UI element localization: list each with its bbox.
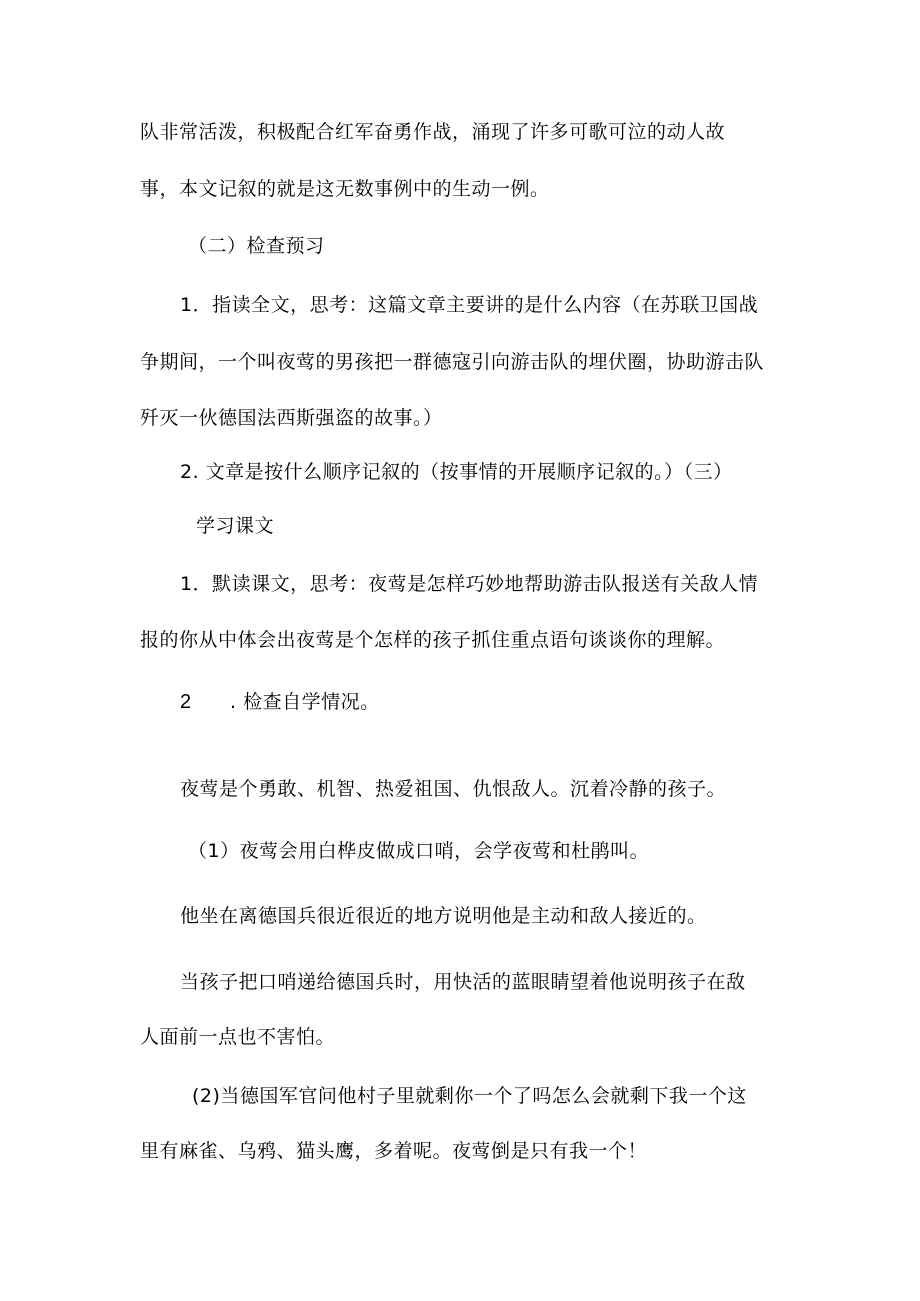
paragraph-line: 1．默读课文，思考：夜莺是怎样巧妙地帮助游击队报送有关敌人情 [180, 573, 759, 595]
paragraph-line: 他坐在离德国兵很近很近的地方说明他是主动和敌人接近的。 [180, 905, 707, 927]
paragraph-line: 报的你从中体会出夜莺是个怎样的孩子抓住重点语句谈谈你的理解。 [140, 629, 726, 651]
paragraph-line: 歼灭一伙德国法西斯强盗的故事。） [140, 407, 443, 429]
paragraph-line: 夜莺是个勇敢、机智、热爱祖国、仇恨敌人。沉着冷静的孩子。 [180, 778, 727, 800]
paragraph-line: 争期间，一个叫夜莺的男孩把一群德寇引向游击队的埋伏圈，协助游击队 [140, 351, 765, 373]
paragraph-line: 里有麻雀、乌鸦、猫头鹰，多着呢。夜莺倒是只有我一个！ [140, 1140, 648, 1162]
paragraph-line: (2)当德国军官问他村子里就剩你一个了吗怎么会就剩下我一个这 [192, 1085, 747, 1107]
paragraph-line: 2. 文章是按什么顺序记叙的（按事情的开展顺序记叙的。）（三） [180, 461, 733, 483]
section-heading: 学习课文 [196, 515, 275, 537]
paragraph-line: 队非常活泼，积极配合红军奋勇作战，涌现了许多可歌可泣的动人故 [140, 121, 726, 143]
section-heading: （二）检查预习 [188, 235, 325, 257]
paragraph-line: 当孩子把口哨递给德国兵时，用快活的蓝眼睛望着他说明孩子在敌 [180, 971, 746, 993]
paragraph-line: 事，本文记叙的就是这无数事例中的生动一例。 [140, 178, 550, 200]
list-number: 2 [180, 691, 192, 713]
paragraph-line: . 检查自学情况。 [230, 691, 380, 713]
paragraph-line: （1）夜莺会用白桦皮做成口哨，会学夜莺和杜鹃叫。 [188, 840, 650, 862]
paragraph-line: 人面前一点也不害怕。 [140, 1026, 336, 1048]
paragraph-line: 1．指读全文，思考：这篇文章主要讲的是什么内容（在苏联卫国战 [180, 294, 759, 316]
